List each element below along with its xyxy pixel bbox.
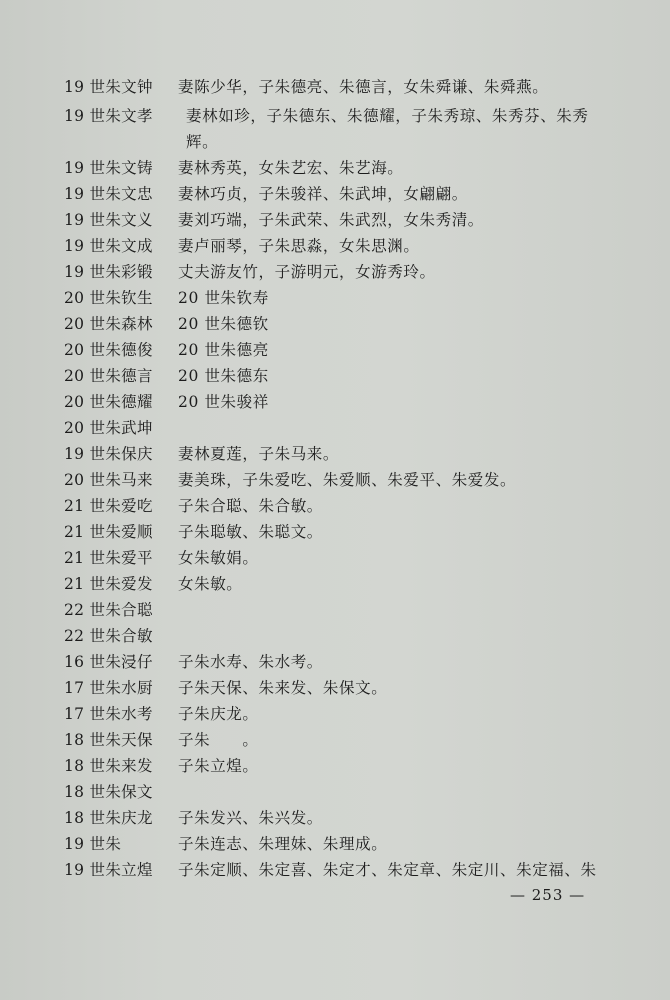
entry-name: 19 世朱文钟 (64, 78, 153, 96)
entry-name: 19 世朱立煌 (64, 861, 153, 879)
entry-description: 妻卢丽琴，子朱思淼，女朱思渊。 (178, 237, 420, 255)
entry-description: 子朱连志、朱理妹、朱理成。 (178, 835, 388, 853)
entry-name: 19 世朱文铸 (64, 159, 153, 177)
entry-description: 女朱敏。 (178, 575, 243, 593)
entry-description: 子朱定顺、朱定喜、朱定才、朱定章、朱定川、朱定福、朱 (178, 861, 597, 879)
entry-name: 16 世朱浸仔 (64, 653, 153, 671)
entry-name: 20 世朱德俊 (64, 341, 153, 359)
entry-description: 20 世朱钦寿 (178, 289, 269, 307)
entry-name: 19 世朱保庆 (64, 445, 153, 463)
entry-name: 19 世朱文义 (64, 211, 153, 229)
entry-description: 子朱发兴、朱兴发。 (178, 809, 323, 827)
entry-name: 20 世朱马来 (64, 471, 153, 489)
entry-name: 19 世朱 (64, 835, 122, 853)
entry-name: 22 世朱合聪 (64, 601, 153, 619)
entry-description: 妻林巧贞，子朱骏祥、朱武坤，女翩翩。 (178, 185, 468, 203)
entry-name: 18 世朱庆龙 (64, 809, 153, 827)
entry-description: 20 世朱德东 (178, 367, 269, 385)
entry-name: 18 世朱天保 (64, 731, 153, 749)
entry-description: 子朱合聪、朱合敏。 (178, 497, 323, 515)
entry-description-continued: 辉。 (186, 133, 219, 151)
entry-name: 19 世朱文成 (64, 237, 153, 255)
entry-description: 20 世朱德亮 (178, 341, 269, 359)
entry-description: 妻刘巧端，子朱武荣、朱武烈，女朱秀清。 (178, 211, 484, 229)
entry-description: 妻陈少华，子朱德亮、朱德言，女朱舜谦、朱舜燕。 (178, 78, 549, 96)
entry-name: 20 世朱武坤 (64, 419, 153, 437)
entry-description: 丈夫游友竹，子游明元，女游秀玲。 (178, 263, 436, 281)
entry-name: 21 世朱爱发 (64, 575, 153, 593)
entry-name: 18 世朱保文 (64, 783, 153, 801)
entry-description: 子朱立煌。 (178, 757, 259, 775)
entry-description: 子朱水寿、朱水考。 (178, 653, 323, 671)
entry-name: 20 世朱钦生 (64, 289, 153, 307)
entry-name: 21 世朱爱平 (64, 549, 153, 567)
entry-name: 19 世朱文忠 (64, 185, 153, 203)
entry-description: 子朱庆龙。 (178, 705, 259, 723)
entry-description: 子朱聪敏、朱聪文。 (178, 523, 323, 541)
entry-name: 20 世朱森林 (64, 315, 153, 333)
entry-description: 妻林如珍，子朱德东、朱德耀，子朱秀琼、朱秀芬、朱秀 (186, 107, 589, 125)
entry-description: 子朱 。 (178, 731, 259, 749)
entry-description: 妻林秀英，女朱艺宏、朱艺海。 (178, 159, 404, 177)
entry-name: 17 世朱水考 (64, 705, 153, 723)
entry-name: 21 世朱爱吃 (64, 497, 153, 515)
entry-name: 22 世朱合敏 (64, 627, 153, 645)
entry-description: 妻林夏莲，子朱马来。 (178, 445, 340, 463)
entry-name: 19 世朱文孝 (64, 107, 153, 125)
entry-description: 子朱天保、朱来发、朱保文。 (178, 679, 388, 697)
entry-description: 女朱敏娟。 (178, 549, 259, 567)
entry-name: 20 世朱德言 (64, 367, 153, 385)
entry-name: 18 世朱来发 (64, 757, 153, 775)
entry-name: 21 世朱爱顺 (64, 523, 153, 541)
entry-description: 妻美珠，子朱爱吃、朱爱顺、朱爱平、朱爱发。 (178, 471, 517, 489)
page-number: — 253 — (510, 886, 586, 904)
entry-name: 19 世朱彩锻 (64, 263, 153, 281)
entry-name: 17 世朱水厨 (64, 679, 153, 697)
entry-description: 20 世朱骏祥 (178, 393, 269, 411)
entry-name: 20 世朱德耀 (64, 393, 153, 411)
entry-description: 20 世朱德钦 (178, 315, 269, 333)
